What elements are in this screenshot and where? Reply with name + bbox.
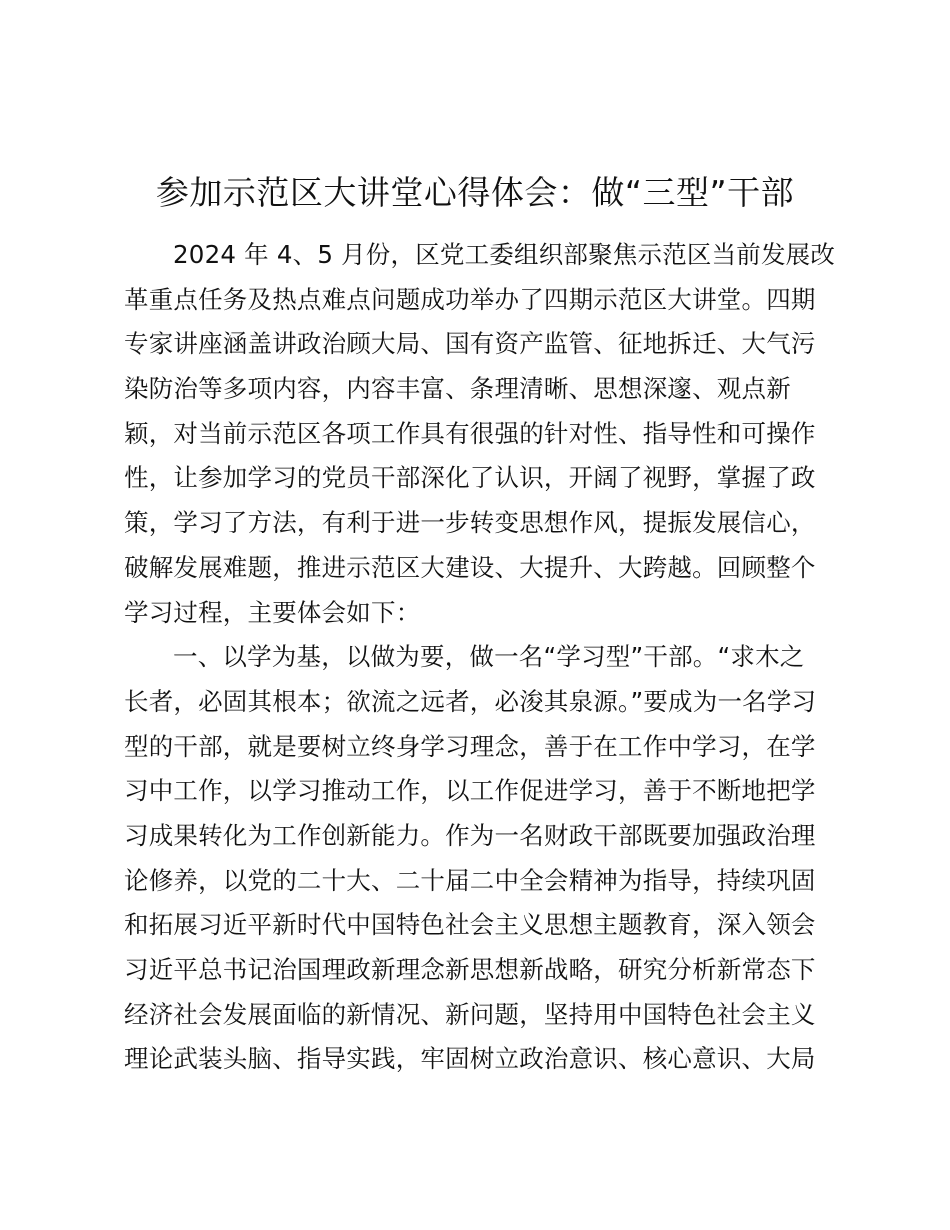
text-line: 破解发展难题，推进示范区大建设、大提升、大跨越。回顾整个 (124, 552, 816, 582)
text-line: 颖，对当前示范区各项工作具有很强的针对性、指导性和可操作 (124, 418, 816, 448)
text-line: 学习过程，主要体会如下： (124, 597, 421, 627)
text-line: 一、以学为基，以做为要，做一名“学习型”干部。“求木之 (173, 642, 805, 672)
text-line: 专家讲座涵盖讲政治顾大局、国有资产监管、征地拆迁、大气污 (124, 329, 816, 359)
text-line: 染防治等多项内容，内容丰富、条理清晰、思想深邃、观点新 (124, 374, 791, 404)
text-line: 习成果转化为工作创新能力。作为一名财政干部既要加强政治理 (124, 820, 816, 850)
text-line: 性，让参加学习的党员干部深化了认识，开阔了视野，掌握了政 (124, 463, 816, 493)
text-line: 习近平总书记治国理政新理念新思想新战略，研究分析新常态下 (124, 955, 816, 984)
document-body (124, 233, 844, 1082)
text-line: 和拓展习近平新时代中国特色社会主义思想主题教育，深入领会 (124, 910, 816, 940)
text-line: 策，学习了方法，有利于进一步转变思想作风，提振发展信心， (124, 508, 816, 538)
text-line: 经济社会发展面临的新情况、新问题，坚持用中国特色社会主义 (124, 999, 816, 1029)
text-line: 2024 年 4、5 月份，区党工委组织部聚焦示范区当前发展改 (173, 240, 836, 269)
text-line: 理论武装头脑、指导实践，牢固树立政治意识、核心意识、大局 (124, 1044, 816, 1074)
text-line: 型的干部，就是要树立终身学习理念，善于在工作中学习，在学 (124, 731, 816, 761)
text-line: 论修养，以党的二十大、二十届二中全会精神为指导，持续巩固 (124, 865, 816, 895)
text-line: 革重点任务及热点难点问题成功举办了四期示范区大讲堂。四期 (124, 284, 816, 314)
document-title: 参加示范区大讲堂心得体会：做“三型”干部 (155, 173, 795, 212)
text-line: 长者，必固其根本；欲流之远者，必浚其泉源。”要成为一名学习 (124, 686, 817, 716)
text-line: 习中工作，以学习推动工作，以工作促进学习，善于不断地把学 (124, 776, 816, 806)
